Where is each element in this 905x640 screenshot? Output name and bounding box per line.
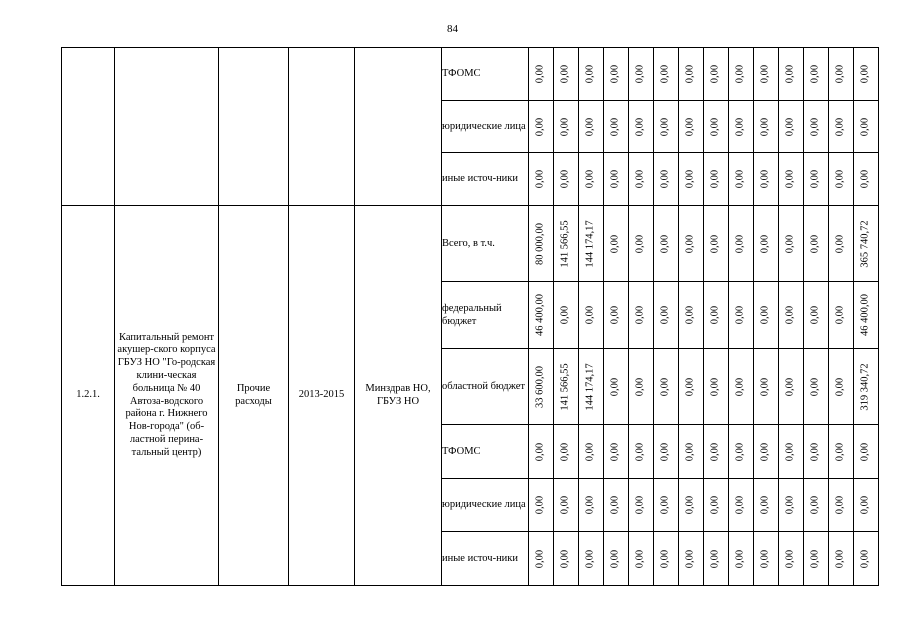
value-cell	[579, 479, 604, 532]
value-cell	[729, 206, 754, 282]
value-text: 0,00	[634, 64, 646, 84]
value-cell	[704, 282, 729, 349]
value-cell	[704, 101, 729, 153]
budget-table	[61, 47, 879, 586]
empty-merged-cell	[289, 48, 355, 206]
value-text: 0,00	[759, 64, 771, 84]
value-cell	[629, 206, 654, 282]
value-text: 0,00	[734, 234, 746, 253]
value-text: 0,00	[609, 305, 621, 325]
empty-merged-cell	[355, 48, 442, 206]
page-number: 84	[447, 23, 458, 35]
value-text: 0,00	[809, 169, 821, 189]
value-text: 0,00	[759, 305, 771, 325]
value-text: 144 174,17	[584, 362, 596, 411]
funding-source: иные источ-ники	[442, 532, 529, 586]
value-text: 0,00	[859, 169, 871, 189]
value-cell	[529, 425, 554, 479]
value-cell	[604, 349, 629, 425]
value-text: 0,00	[584, 549, 596, 568]
funding-source: федеральный бюджет	[442, 282, 529, 349]
value-cell	[729, 425, 754, 479]
value-text: 0,00	[809, 64, 821, 84]
value-cell	[779, 425, 804, 479]
value-cell	[779, 349, 804, 425]
value-cell	[579, 282, 604, 349]
value-cell	[779, 153, 804, 206]
value-text: 0,00	[784, 377, 796, 396]
value-text: 0,00	[559, 549, 571, 568]
value-text: 0,00	[584, 442, 596, 461]
value-text: 0,00	[634, 377, 646, 396]
value-cell	[679, 349, 704, 425]
value-cell	[779, 282, 804, 349]
value-cell	[529, 479, 554, 532]
value-text: 0,00	[709, 442, 721, 461]
value-text: 0,00	[534, 169, 546, 189]
value-cell	[654, 349, 679, 425]
value-cell	[729, 479, 754, 532]
value-text: 0,00	[784, 305, 796, 325]
value-text: 0,00	[734, 169, 746, 189]
value-cell	[754, 206, 779, 282]
value-cell	[704, 349, 729, 425]
value-cell	[779, 479, 804, 532]
empty-merged-cell	[219, 48, 289, 206]
value-cell	[704, 532, 729, 586]
value-text: 0,00	[609, 549, 621, 568]
table-row	[62, 206, 879, 282]
value-text: 0,00	[759, 549, 771, 568]
value-text: 0,00	[634, 117, 646, 136]
value-text: 0,00	[634, 442, 646, 461]
value-text: 0,00	[734, 117, 746, 136]
value-text: 0,00	[634, 549, 646, 568]
value-text: 46 400,00	[859, 294, 871, 336]
value-text: 0,00	[709, 234, 721, 253]
value-cell	[654, 425, 679, 479]
value-text: 0,00	[684, 377, 696, 396]
value-text: 0,00	[759, 117, 771, 136]
value-text: 0,00	[659, 64, 671, 84]
value-cell	[529, 349, 554, 425]
value-cell	[529, 282, 554, 349]
value-text: 141 566,55	[559, 219, 571, 268]
value-cell	[804, 101, 829, 153]
value-text: 0,00	[559, 442, 571, 461]
value-text: 0,00	[784, 549, 796, 568]
value-text: 33 600,00	[534, 365, 546, 408]
value-cell	[654, 532, 679, 586]
value-cell	[754, 479, 779, 532]
value-cell	[554, 425, 579, 479]
value-text: 0,00	[609, 234, 621, 253]
value-text: 0,00	[609, 64, 621, 84]
value-text: 0,00	[734, 495, 746, 515]
value-text: 0,00	[684, 117, 696, 136]
value-cell	[654, 153, 679, 206]
value-cell	[654, 282, 679, 349]
total-cell	[854, 206, 879, 282]
value-text: 0,00	[809, 305, 821, 325]
value-text: 0,00	[834, 549, 846, 568]
value-cell	[679, 153, 704, 206]
value-text: 0,00	[534, 117, 546, 136]
value-text: 0,00	[534, 495, 546, 515]
value-text: 0,00	[609, 495, 621, 515]
value-text: 46 400,00	[534, 294, 546, 336]
funding-source: иные источ-ники	[442, 153, 529, 206]
value-cell	[829, 101, 854, 153]
value-text: 0,00	[834, 169, 846, 189]
value-text: 0,00	[784, 64, 796, 84]
value-cell	[529, 153, 554, 206]
funding-source: Всего, в т.ч.	[442, 206, 529, 282]
value-text: 0,00	[534, 549, 546, 568]
value-text: 0,00	[734, 64, 746, 84]
value-text: 0,00	[809, 549, 821, 568]
value-text: 0,00	[759, 495, 771, 515]
value-text: 0,00	[559, 64, 571, 84]
value-text: 0,00	[709, 169, 721, 189]
value-cell	[729, 532, 754, 586]
value-cell	[804, 282, 829, 349]
value-text: 0,00	[684, 305, 696, 325]
value-cell	[629, 101, 654, 153]
expense-type: Прочие расходы	[219, 206, 289, 586]
value-text: 0,00	[684, 234, 696, 253]
value-cell	[579, 349, 604, 425]
value-cell	[604, 532, 629, 586]
value-cell	[754, 282, 779, 349]
value-text: 0,00	[584, 117, 596, 136]
value-text: 0,00	[559, 117, 571, 136]
value-cell	[804, 48, 829, 101]
value-cell	[754, 349, 779, 425]
table-row	[62, 48, 879, 101]
value-cell	[554, 282, 579, 349]
value-cell	[829, 206, 854, 282]
value-cell	[754, 101, 779, 153]
value-cell	[754, 153, 779, 206]
value-cell	[554, 479, 579, 532]
value-cell	[529, 532, 554, 586]
value-cell	[829, 479, 854, 532]
value-cell	[579, 153, 604, 206]
value-cell	[654, 48, 679, 101]
value-cell	[554, 153, 579, 206]
value-cell	[804, 425, 829, 479]
value-text: 0,00	[859, 495, 871, 515]
value-cell	[729, 349, 754, 425]
value-text: 0,00	[659, 442, 671, 461]
value-text: 0,00	[784, 234, 796, 253]
value-cell	[604, 101, 629, 153]
value-text: 0,00	[759, 234, 771, 253]
funding-source: ТФОМС	[442, 425, 529, 479]
value-text: 0,00	[809, 377, 821, 396]
value-cell	[679, 48, 704, 101]
value-cell	[629, 282, 654, 349]
value-text: 0,00	[734, 377, 746, 396]
value-cell	[729, 101, 754, 153]
total-cell	[854, 425, 879, 479]
value-cell	[729, 48, 754, 101]
value-text: 0,00	[734, 549, 746, 568]
value-cell	[804, 206, 829, 282]
value-text: 0,00	[709, 377, 721, 396]
value-cell	[729, 282, 754, 349]
value-cell	[829, 532, 854, 586]
value-cell	[604, 153, 629, 206]
value-cell	[579, 532, 604, 586]
funding-source: областной бюджет	[442, 349, 529, 425]
value-text: 0,00	[709, 495, 721, 515]
value-cell	[629, 153, 654, 206]
value-text: 0,00	[859, 117, 871, 136]
value-text: 0,00	[859, 64, 871, 84]
value-text: 0,00	[559, 305, 571, 325]
value-text: 0,00	[784, 442, 796, 461]
value-cell	[754, 532, 779, 586]
value-cell	[529, 48, 554, 101]
value-text: 0,00	[559, 495, 571, 515]
value-cell	[629, 349, 654, 425]
value-cell	[804, 349, 829, 425]
value-cell	[629, 425, 654, 479]
value-cell	[829, 349, 854, 425]
value-cell	[604, 479, 629, 532]
value-text: 0,00	[659, 117, 671, 136]
value-text: 0,00	[834, 234, 846, 253]
value-text: 0,00	[834, 442, 846, 461]
value-text: 0,00	[634, 495, 646, 515]
value-text: 0,00	[684, 64, 696, 84]
value-cell	[679, 425, 704, 479]
value-cell	[629, 48, 654, 101]
total-cell	[854, 479, 879, 532]
value-cell	[679, 101, 704, 153]
value-text: 0,00	[734, 305, 746, 325]
value-text: 0,00	[609, 377, 621, 396]
value-text: 0,00	[634, 169, 646, 189]
value-text: 0,00	[584, 64, 596, 84]
value-cell	[804, 153, 829, 206]
value-cell	[779, 206, 804, 282]
value-text: 0,00	[784, 169, 796, 189]
value-cell	[529, 101, 554, 153]
value-cell	[779, 101, 804, 153]
value-cell	[529, 206, 554, 282]
value-cell	[554, 101, 579, 153]
value-text: 0,00	[659, 234, 671, 253]
value-text: 0,00	[559, 169, 571, 189]
value-text: 0,00	[659, 305, 671, 325]
value-text: 0,00	[684, 495, 696, 515]
total-cell	[854, 532, 879, 586]
value-text: 144 174,17	[584, 219, 596, 268]
value-text: 0,00	[709, 305, 721, 325]
item-number: 1.2.1.	[62, 206, 115, 586]
value-cell	[579, 48, 604, 101]
value-text: 0,00	[809, 495, 821, 515]
value-text: 0,00	[609, 169, 621, 189]
value-cell	[604, 282, 629, 349]
value-text: 0,00	[759, 442, 771, 461]
funding-source: юридические лица	[442, 101, 529, 153]
value-text: 0,00	[534, 442, 546, 461]
value-text: 0,00	[859, 549, 871, 568]
value-text: 0,00	[684, 442, 696, 461]
value-text: 0,00	[834, 495, 846, 515]
executor: Минздрав НО, ГБУЗ НО	[355, 206, 442, 586]
value-cell	[629, 532, 654, 586]
value-text: 0,00	[584, 495, 596, 515]
value-text: 0,00	[809, 442, 821, 461]
value-cell	[779, 532, 804, 586]
value-text: 0,00	[834, 64, 846, 84]
value-text: 141 566,55	[559, 362, 571, 411]
value-text: 0,00	[659, 549, 671, 568]
value-cell	[679, 282, 704, 349]
value-text: 0,00	[659, 169, 671, 189]
value-cell	[604, 425, 629, 479]
total-cell	[854, 153, 879, 206]
value-cell	[679, 206, 704, 282]
value-text: 0,00	[834, 377, 846, 396]
value-text: 0,00	[634, 305, 646, 325]
value-text: 0,00	[684, 169, 696, 189]
value-cell	[554, 48, 579, 101]
value-cell	[704, 206, 729, 282]
empty-merged-cell	[115, 48, 219, 206]
funding-source: юридические лица	[442, 479, 529, 532]
value-cell	[654, 101, 679, 153]
value-text: 0,00	[784, 495, 796, 515]
value-text: 0,00	[634, 234, 646, 253]
value-text: 0,00	[859, 442, 871, 461]
value-cell	[579, 425, 604, 479]
value-text: 0,00	[809, 234, 821, 253]
value-cell	[829, 153, 854, 206]
value-cell	[579, 206, 604, 282]
value-cell	[629, 479, 654, 532]
value-cell	[754, 425, 779, 479]
value-cell	[729, 153, 754, 206]
value-cell	[579, 101, 604, 153]
total-cell	[854, 349, 879, 425]
value-text: 0,00	[834, 117, 846, 136]
value-text: 0,00	[609, 442, 621, 461]
period: 2013-2015	[289, 206, 355, 586]
value-cell	[704, 425, 729, 479]
value-cell	[554, 532, 579, 586]
value-text: 0,00	[584, 169, 596, 189]
value-text: 0,00	[834, 305, 846, 325]
value-cell	[654, 479, 679, 532]
value-text: 0,00	[709, 117, 721, 136]
value-cell	[754, 48, 779, 101]
total-cell	[854, 282, 879, 349]
value-text: 319 340,72	[859, 362, 871, 411]
value-cell	[804, 532, 829, 586]
value-text: 80 000,00	[534, 222, 546, 265]
value-text: 0,00	[659, 377, 671, 396]
value-text: 0,00	[584, 305, 596, 325]
value-text: 0,00	[734, 442, 746, 461]
value-cell	[654, 206, 679, 282]
value-text: 0,00	[709, 64, 721, 84]
value-cell	[779, 48, 804, 101]
value-text: 365 740,72	[859, 219, 871, 268]
value-cell	[679, 532, 704, 586]
value-cell	[704, 479, 729, 532]
value-text: 0,00	[534, 64, 546, 84]
total-cell	[854, 48, 879, 101]
total-cell	[854, 101, 879, 153]
value-text: 0,00	[759, 169, 771, 189]
empty-merged-cell	[62, 48, 115, 206]
value-text: 0,00	[609, 117, 621, 136]
value-text: 0,00	[709, 549, 721, 568]
value-text: 0,00	[759, 377, 771, 396]
value-cell	[829, 282, 854, 349]
value-cell	[829, 425, 854, 479]
item-name: Капитальный ремонт акушер-ского корпуса ГБУЗ НО "Го-родская клини-ческая больница № 40 Автоза-водского района г. Нижнего Нов-города" (об-ластной перина-тальный центр)	[115, 206, 219, 586]
value-cell	[604, 206, 629, 282]
value-text: 0,00	[684, 549, 696, 568]
value-cell	[804, 479, 829, 532]
funding-source: ТФОМС	[442, 48, 529, 101]
value-cell	[679, 479, 704, 532]
value-cell	[554, 349, 579, 425]
value-cell	[829, 48, 854, 101]
value-cell	[704, 48, 729, 101]
value-text: 0,00	[659, 495, 671, 515]
value-cell	[704, 153, 729, 206]
value-cell	[604, 48, 629, 101]
value-text: 0,00	[784, 117, 796, 136]
value-cell	[554, 206, 579, 282]
value-text: 0,00	[809, 117, 821, 136]
